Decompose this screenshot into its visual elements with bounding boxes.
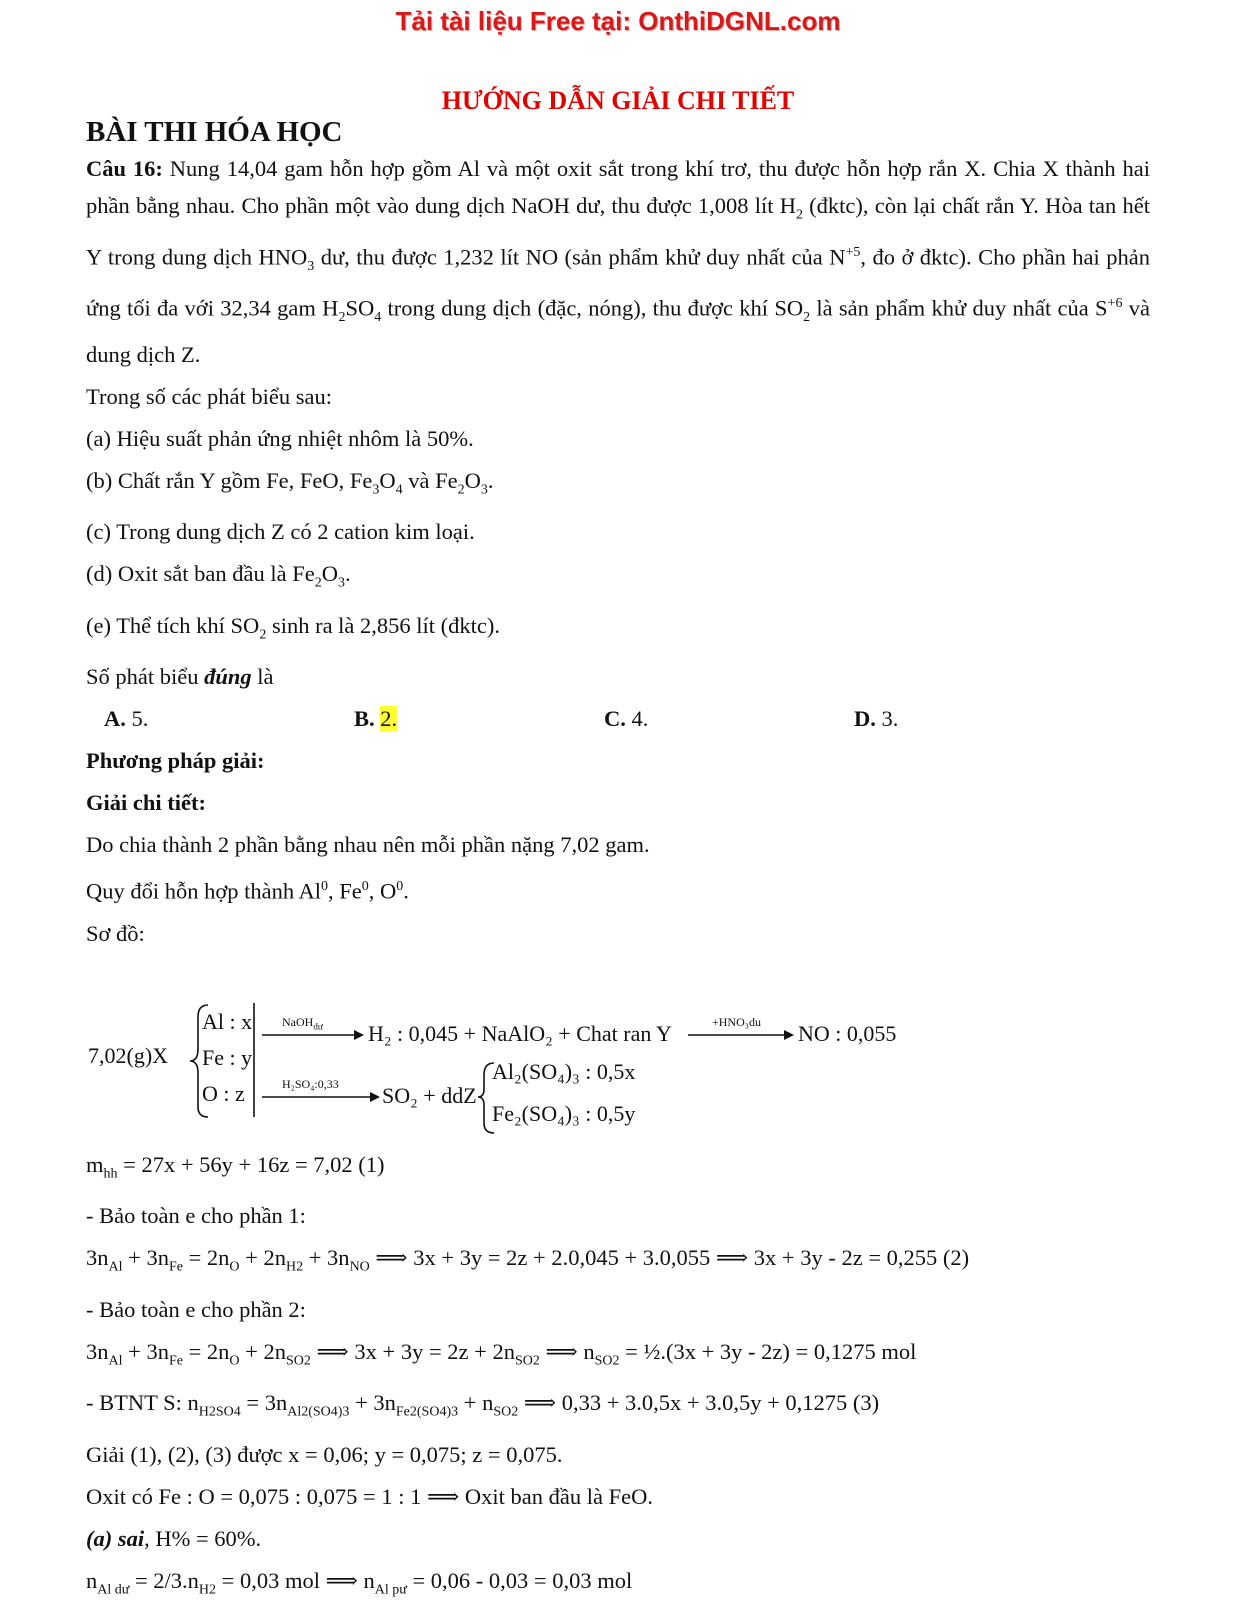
option-text: 3. xyxy=(876,706,899,731)
option-letter: D. xyxy=(854,706,876,731)
equation-3: $3n_{Al} + 3n_{Fe} = 2n_O + 2n_{SO2}$ ⟹ $3x + 3y = 2z + 2n_{SO2}$ ⟹ $n_{SO2}$ = ½.(3x + 3y - 2z) = 0,1275 mol xyxy=(86,1333,1150,1380)
question-label: Câu 16: xyxy=(86,156,163,181)
option-a[interactable] xyxy=(86,700,354,737)
statement-a: (a) Hiệu suất phản ứng nhiệt nhôm là 50%. xyxy=(86,420,1150,457)
subscript: 3 xyxy=(338,576,345,591)
option-text: 4. xyxy=(626,706,649,731)
text: và Fe xyxy=(403,468,458,493)
subject-heading: BÀI THI HÓA HỌC xyxy=(86,116,343,149)
conservation-2: - Bảo toàn e cho phần 2: xyxy=(86,1291,1150,1328)
subscript: 3 xyxy=(372,482,379,497)
diagram-z2: Fe₂(SO₄)₃ : 0,5y xyxy=(492,1101,635,1127)
text: . xyxy=(345,561,351,586)
equation-2: $3n_{Al} + 3n_{Fe} = 2n_O + 2n_{H2} + 3n_{NO}$ ⟹ 3x + 3y = 2z + 2.0,045 + 3.0,055 ⟹ 3x + 3y - 2z = 0,255 (2) xyxy=(86,1239,1150,1286)
diagram-top-products: H₂ : 0,045 + NaAlO₂ + Chat ran Y xyxy=(368,1021,672,1047)
subscript: 3 xyxy=(307,259,314,274)
subscript: 2 xyxy=(796,208,803,223)
solution-line-2 xyxy=(86,868,1150,910)
superscript: 0 xyxy=(321,879,328,894)
superscript: 0 xyxy=(396,879,403,894)
arrow-label-h2so4: H₂SO₄:0,33 xyxy=(282,1077,339,1092)
arrow-label-naoh xyxy=(282,1015,323,1031)
superscript: +5 xyxy=(845,245,860,260)
text: (b) Chất rắn Y gồm Fe, FeO, Fe xyxy=(86,468,372,493)
question-text: Nung 14,04 gam hỗn hợp gồm Al và một oxit sắt trong khí trơ, thu được hỗn hợp rắn X. Chia X thành hai phần bằng nhau. Cho phần một vào dung dịch NaOH dư, thu được 1,008 lít H xyxy=(86,156,1150,218)
statements-intro: Trong số các phát biểu sau: xyxy=(86,378,1150,415)
equation-4: - BTNT S: $n_{H2SO4} = 3n_{Al2(SO4)3} + 3n_{Fe2(SO4)3} + n_{SO2}$ ⟹ 0,33 + 3.0,5x + 3.0,5y + 0,1275 (3) xyxy=(86,1384,1150,1431)
superscript: 0 xyxy=(362,879,369,894)
text: Quy đổi hỗn hợp thành Al xyxy=(86,879,321,904)
subscript: 3 xyxy=(481,482,488,497)
option-d[interactable] xyxy=(854,700,1104,737)
method-heading xyxy=(86,742,1150,779)
diagram-so2: SO₂ + ddZ xyxy=(382,1083,477,1109)
subscript: 2 xyxy=(803,310,810,325)
question-text: SO xyxy=(345,295,374,320)
text: . xyxy=(403,879,409,904)
option-b[interactable] xyxy=(354,700,604,737)
emphasis: đúng xyxy=(204,664,252,689)
option-c[interactable] xyxy=(604,700,854,737)
diagram-z1: Al₂(SO₄)₃ : 0,5x xyxy=(492,1059,635,1085)
equation-1 xyxy=(86,1146,1150,1193)
statement-d xyxy=(86,555,1150,602)
oxide-line: Oxit có Fe : O = 0,075 : 0,075 = 1 : 1 ⟹ Oxit ban đầu là FeO. xyxy=(86,1478,1150,1515)
subscript: 2 xyxy=(458,482,465,497)
question-text: và dung dịch Z. xyxy=(86,295,1150,367)
text: sinh ra là 2,856 lít (đktc). xyxy=(266,613,500,638)
emphasis: (a) sai xyxy=(86,1526,144,1551)
text: , H% = 60%. xyxy=(144,1526,261,1551)
text: O xyxy=(379,468,395,493)
question-text: là sản phẩm khử duy nhất của S xyxy=(810,295,1107,320)
detail-heading xyxy=(86,784,1150,821)
question-paragraph xyxy=(86,150,1150,373)
diagram-fe: Fe : y xyxy=(202,1045,252,1071)
subscript: 2 xyxy=(259,627,266,642)
text: là xyxy=(252,664,274,689)
site-banner: Tải tài liệu Free tại: OnthiDGNL.com xyxy=(0,6,1236,37)
diagram-no: NO : 0,055 xyxy=(798,1021,896,1047)
statement-b xyxy=(86,462,1150,509)
solution-line-1: Do chia thành 2 phần bằng nhau nên mỗi phần nặng 7,02 gam. xyxy=(86,826,1150,863)
document-body xyxy=(86,150,1150,1608)
text: , O xyxy=(369,879,397,904)
option-letter: B. xyxy=(354,706,375,731)
text: (e) Thể tích khí SO xyxy=(86,613,259,638)
last-line: $n_{Al dư} = 2/3.n_{H2} = 0,03$ mol ⟹ $n_{Al pư} = 0,06 - 0,03 = 0,03$ mol xyxy=(86,1562,1150,1608)
superscript: +6 xyxy=(1108,296,1123,311)
text: = 27x + 56y + 16z = 7,02 (1) xyxy=(118,1152,385,1177)
subscript: 2 xyxy=(315,576,322,591)
reaction-diagram xyxy=(86,957,1150,1141)
solve-line: Giải (1), (2), (3) được x = 0,06; y = 0,075; z = 0,075. xyxy=(86,1436,1150,1473)
diagram-o: O : z xyxy=(202,1081,245,1107)
text: O xyxy=(322,561,338,586)
answer-options xyxy=(86,700,1150,737)
subscript: hh xyxy=(104,1166,118,1181)
text: Phương pháp giải: xyxy=(86,748,265,773)
text: Giải chi tiết: xyxy=(86,790,206,815)
diagram-mass: 7,02(g)X xyxy=(88,1043,168,1069)
statement-c: (c) Trong dung dịch Z có 2 cation kim loại. xyxy=(86,513,1150,550)
answer-a-line xyxy=(86,1520,1150,1557)
arrow-label-hno3: +HNO₃du xyxy=(712,1015,761,1030)
option-text-highlighted: 2. xyxy=(380,706,397,731)
question-text: , đo ở đktc). Cho phần hai phản ứng tối đa với 32,34 gam H xyxy=(86,244,1150,320)
statement-e xyxy=(86,607,1150,654)
subscript: 4 xyxy=(396,482,403,497)
diagram-al: Al : x xyxy=(202,1009,252,1035)
option-text: 5. xyxy=(126,706,149,731)
text: (d) Oxit sắt ban đầu là Fe xyxy=(86,561,315,586)
conservation-1: - Bảo toàn e cho phần 1: xyxy=(86,1197,1150,1234)
question-ask xyxy=(86,658,1150,695)
option-letter: C. xyxy=(604,706,626,731)
text: , Fe xyxy=(328,879,362,904)
question-text: trong dung dịch (đặc, nóng), thu được khí SO xyxy=(381,295,803,320)
text: NaOH xyxy=(282,1015,313,1029)
text: Số phát biểu xyxy=(86,664,204,689)
option-letter: A. xyxy=(104,706,126,731)
question-text: (đktc), còn lại chất rắn Y. Hòa tan hết Y trong dung dịch HNO xyxy=(86,193,1150,269)
subscript: dư xyxy=(313,1021,322,1031)
text: m xyxy=(86,1152,104,1177)
solution-line-3: Sơ đồ: xyxy=(86,915,1150,952)
page-title: HƯỚNG DẪN GIẢI CHI TIẾT xyxy=(0,86,1236,116)
subscript: 4 xyxy=(374,310,381,325)
subscript: 2 xyxy=(338,310,345,325)
text: . xyxy=(488,468,494,493)
text: O xyxy=(465,468,481,493)
question-text: dư, thu được 1,232 lít NO (sản phẩm khử duy nhất của N xyxy=(314,244,845,269)
